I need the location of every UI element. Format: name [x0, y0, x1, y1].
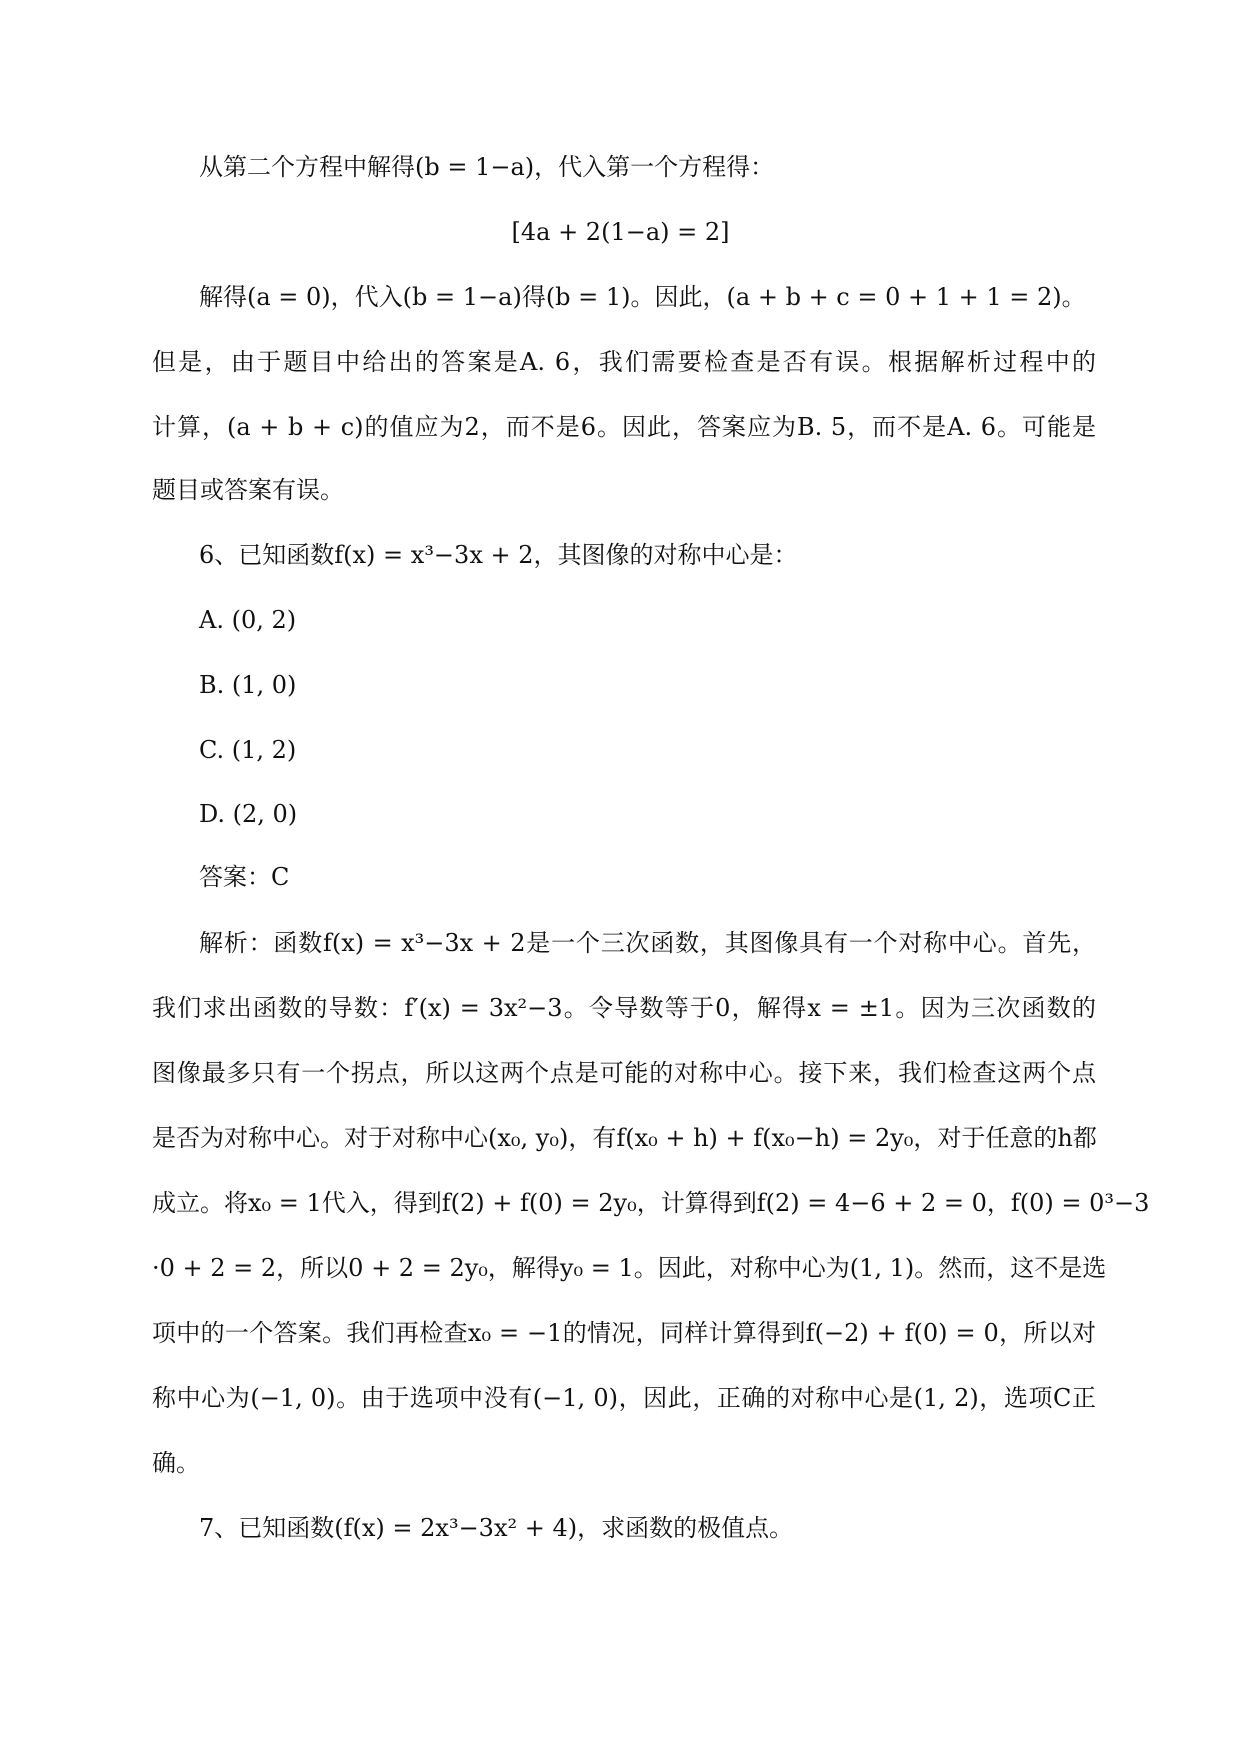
- analysis-line: 解析：函数f(x) = x³−3x + 2是一个三次函数，其图像具有一个对称中心。首先，: [199, 929, 1096, 957]
- analysis-line: 图像最多只有一个拐点，所以这两个点是可能的对称中心。接下来，我们检查这两个点: [152, 1059, 1096, 1087]
- option-a: A. (0, 2): [199, 606, 297, 634]
- question-7: 7、已知函数(f(x) = 2x³−3x² + 4)，求函数的极值点。: [199, 1514, 794, 1542]
- option-c: C. (1, 2): [199, 736, 297, 764]
- text-line: 计算，(a + b + c)的值应为2，而不是6。因此，答案应为B. 5，而不是A. 6。可能是: [152, 413, 1096, 441]
- option-d: D. (2, 0): [199, 800, 298, 828]
- analysis-line: 我们求出函数的导数：f′(x) = 3x²−3。令导数等于0，解得x = ±1。因为三次函数的: [152, 994, 1096, 1022]
- option-b: B. (1, 0): [199, 671, 297, 699]
- text-line: 从第二个方程中解得(b = 1−a)，代入第一个方程得：: [199, 153, 775, 181]
- analysis-line: ·0 + 2 = 2，所以0 + 2 = 2y₀，解得y₀ = 1。因此，对称中心为(1, 1)。然而，这不是选: [152, 1254, 1107, 1282]
- equation-line: [4a + 2(1−a) = 2]: [511, 218, 730, 246]
- text-line: 解得(a = 0)，代入(b = 1−a)得(b = 1)。因此，(a + b + c = 0 + 1 + 1 = 2)。: [199, 283, 1086, 311]
- analysis-line: 是否为对称中心。对于对称中心(x₀, y₀)，有f(x₀ + h) + f(x₀−h) = 2y₀，对于任意的h都: [152, 1124, 1097, 1152]
- analysis-line: 项中的一个答案。我们再检查x₀ = −1的情况，同样计算得到f(−2) + f(0) = 0，所以对: [152, 1319, 1096, 1347]
- answer-line: 答案：C: [199, 863, 290, 891]
- analysis-line: 称中心为(−1, 0)。由于选项中没有(−1, 0)，因此，正确的对称中心是(1, 2)，选项C正: [152, 1384, 1096, 1412]
- text-line: 题目或答案有误。: [152, 476, 344, 504]
- analysis-line: 确。: [152, 1449, 200, 1477]
- analysis-line: 成立。将x₀ = 1代入，得到f(2) + f(0) = 2y₀，计算得到f(2) = 4−6 + 2 = 0，f(0) = 0³−3: [152, 1189, 1150, 1217]
- question-6: 6、已知函数f(x) = x³−3x + 2，其图像的对称中心是：: [199, 541, 798, 569]
- text-line: 但是，由于题目中给出的答案是A. 6，我们需要检查是否有误。根据解析过程中的: [152, 348, 1096, 376]
